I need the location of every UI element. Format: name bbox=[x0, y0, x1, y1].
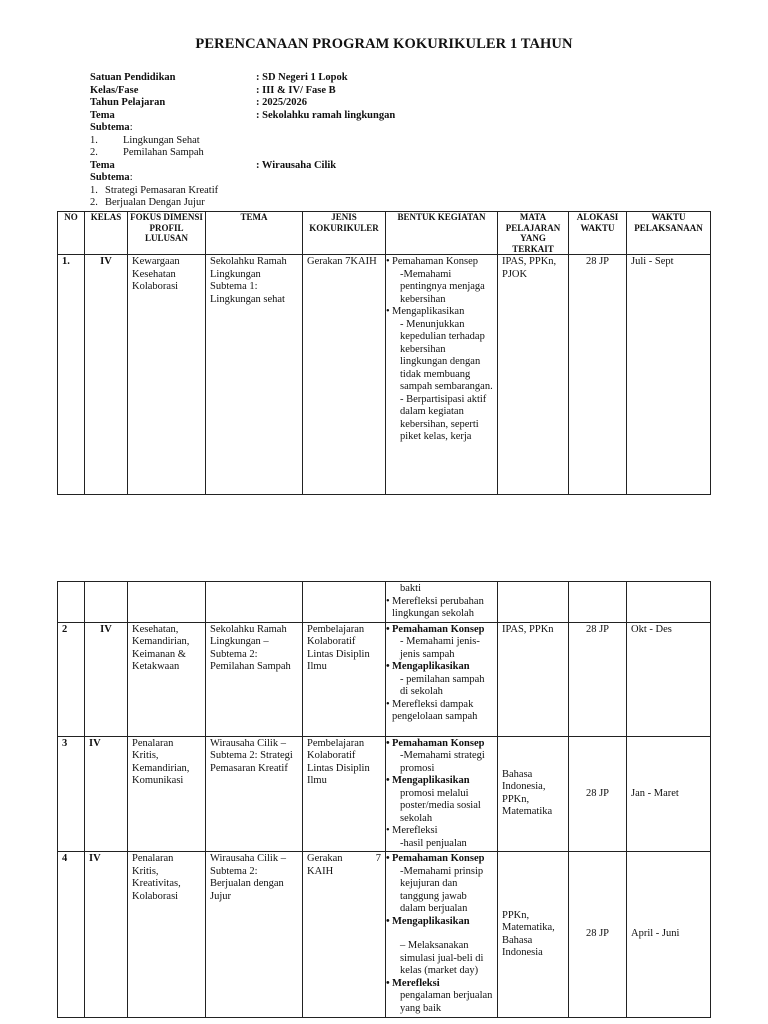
kegiatan-detail: -Memahami prinsip kejujuran dan tanggung jawab dalam berjualan bbox=[400, 865, 484, 914]
kegiatan-detail: -hasil penjualan bbox=[400, 837, 467, 849]
kegiatan-item: • Merefleksi perubahan lingkungan sekolah bbox=[387, 596, 493, 621]
subtema2-item: Strategi Pemasaran Kreatif bbox=[105, 184, 219, 196]
jenis-part: 7 bbox=[375, 853, 381, 864]
row-mapel: IPAS, PPKn, PJOK bbox=[498, 255, 569, 495]
row-fokus: Kesehatan, Kemandirian, Keimanan & Ketakwaan bbox=[128, 622, 206, 736]
row-alokasi: 28 JP bbox=[569, 736, 627, 852]
row-tema: Sekolahku Ramah Lingkungan Subtema 1: Lingkungan sehat bbox=[206, 255, 303, 495]
satuan-value: : SD Negeri 1 Lopok bbox=[256, 72, 348, 83]
row-mapel: IPAS, PPKn bbox=[498, 622, 569, 736]
row-fokus: Penalaran Kritis, Kreativitas, Kolaborasi bbox=[128, 852, 206, 1018]
subtema2-item: Berjualan Dengan Jujur bbox=[105, 197, 205, 208]
subtema2-label bbox=[90, 172, 133, 185]
row-waktu: Jan - Maret bbox=[627, 736, 711, 852]
kegiatan-item: • Pemahaman Konsep bbox=[387, 624, 493, 637]
row-kegiatan bbox=[386, 736, 498, 852]
program-info bbox=[90, 72, 690, 210]
document-title: PERENCANAAN PROGRAM KOKURIKULER 1 TAHUN bbox=[195, 36, 573, 52]
header-kelas: KELAS bbox=[85, 212, 128, 255]
header-bentuk: BENTUK KEGIATAN bbox=[386, 212, 498, 255]
row-tema: Sekolahku Ramah Lingkungan – Subtema 2: Pemilahan Sampah bbox=[206, 622, 303, 736]
header-fokus: FOKUS DIMENSI PROFIL LULUSAN bbox=[128, 212, 206, 255]
kegiatan-detail: - pemilahan sampah di sekolah bbox=[400, 673, 485, 697]
satuan-label: Satuan Pendidikan bbox=[90, 72, 176, 83]
table-row bbox=[58, 852, 711, 1018]
kelas-label: Kelas/Fase bbox=[90, 84, 139, 96]
list-number: 2. bbox=[90, 147, 98, 158]
row-no: 1. bbox=[58, 255, 85, 495]
kegiatan-detail: - Memahami jenis-jenis sampah bbox=[400, 636, 480, 660]
row-mapel: Bahasa Indonesia, PPKn, Matematika bbox=[498, 736, 569, 852]
tahun-label: Tahun Pelajaran bbox=[90, 97, 166, 108]
row-alokasi: 28 JP bbox=[569, 622, 627, 736]
row-mapel: PPKn, Matematika, Bahasa Indonesia bbox=[498, 852, 569, 1018]
list-number: 1. bbox=[90, 184, 98, 196]
row-kelas: IV bbox=[85, 852, 128, 1018]
row-kegiatan bbox=[386, 622, 498, 736]
kegiatan-detail: - Berpartisipasi aktif dalam kegiatan kebersihan, seperti piket kelas, kerja bbox=[400, 393, 487, 442]
header-waktu: WAKTU PELAKSANAAN bbox=[627, 212, 711, 255]
table-row bbox=[58, 736, 711, 852]
table-row bbox=[58, 622, 711, 736]
row-kegiatan bbox=[386, 852, 498, 1018]
jenis-part: KAIH bbox=[307, 865, 334, 877]
row-fokus: Kewargaan Kesehatan Kolaborasi bbox=[128, 255, 206, 495]
kegiatan-detail: promosi melalui poster/media sosial sekolah bbox=[400, 787, 481, 824]
kegiatan-item: • Mengaplikasikan bbox=[387, 306, 493, 319]
row-kegiatan bbox=[386, 582, 498, 623]
table-header-row bbox=[58, 212, 711, 255]
row-jenis: Gerakan 7KAIH bbox=[303, 255, 386, 495]
header-mapel: MATA PELAJARAN YANG TERKAIT bbox=[498, 212, 569, 255]
subtema1-item: Lingkungan Sehat bbox=[123, 134, 200, 146]
tema1-label: Tema bbox=[90, 109, 115, 121]
subtema2-label-text: Subtema bbox=[90, 172, 130, 183]
kegiatan-item: • Pemahaman Konsep bbox=[387, 853, 493, 866]
kegiatan-item: • Pemahaman Konsep bbox=[387, 738, 493, 751]
row-jenis bbox=[303, 852, 386, 1018]
row-alokasi: 28 JP bbox=[569, 255, 627, 495]
kegiatan-item: • Merefleksi bbox=[387, 978, 493, 991]
kegiatan-item: • Mengaplikasikan bbox=[387, 775, 493, 788]
kegiatan-item: • Pemahaman Konsep bbox=[387, 256, 493, 269]
subtema1-item: Pemilahan Sampah bbox=[123, 147, 204, 158]
subtema1-label bbox=[90, 122, 133, 135]
tahun-value: : 2025/2026 bbox=[256, 97, 308, 108]
header-no: NO bbox=[58, 212, 85, 255]
row-jenis: Pembelajaran Kolaboratif Lintas Disiplin Ilmu bbox=[303, 622, 386, 736]
list-number: 1. bbox=[90, 134, 98, 146]
row-kelas: IV bbox=[85, 622, 128, 736]
subtema2-colon: : bbox=[129, 172, 133, 183]
row-kelas: IV bbox=[85, 255, 128, 495]
jenis-part: Gerakan bbox=[307, 853, 343, 864]
kegiatan-detail: - Menunjukkan kepedulian terhadap kebersihan lingkungan dengan tidak membuang sampah sembarangan. bbox=[400, 318, 493, 392]
subtema1-colon: : bbox=[129, 122, 133, 133]
row-alokasi: 28 JP bbox=[569, 852, 627, 1018]
row-no: 2 bbox=[58, 622, 85, 736]
row-fokus: Penalaran Kritis, Kemandirian, Komunikasi bbox=[128, 736, 206, 852]
row-waktu: April - Juni bbox=[627, 852, 711, 1018]
header-tema: TEMA bbox=[206, 212, 303, 255]
tema2-value: : Wirausaha Cilik bbox=[256, 159, 337, 171]
subtema1-label-text: Subtema bbox=[90, 122, 130, 133]
tema1-value: : Sekolahku ramah lingkungan bbox=[256, 109, 396, 121]
row-waktu: Juli - Sept bbox=[627, 255, 711, 495]
row-kelas: IV bbox=[85, 736, 128, 852]
kegiatan-detail: pengalaman berjualan yang baik bbox=[400, 990, 493, 1014]
program-table-page-2 bbox=[57, 581, 711, 1018]
row-tema: Wirausaha Cilik – Subtema 2: Berjualan dengan Jujur bbox=[206, 852, 303, 1018]
list-number: 2. bbox=[90, 197, 98, 208]
kegiatan-detail: bakti bbox=[400, 583, 421, 594]
tema2-label: Tema bbox=[90, 159, 115, 171]
kegiatan-detail: – Melaksanakan simulasi jual-beli di kelas (market day) bbox=[400, 940, 484, 976]
row-waktu: Okt - Des bbox=[627, 622, 711, 736]
header-alokasi: ALOKASI WAKTU bbox=[569, 212, 627, 255]
row-no: 4 bbox=[58, 852, 85, 1018]
program-table-page-1 bbox=[57, 211, 711, 495]
header-jenis: JENIS KOKURIKULER bbox=[303, 212, 386, 255]
kegiatan-item: • Mengaplikasikan bbox=[387, 661, 493, 674]
table-row bbox=[58, 255, 711, 495]
row-no: 3 bbox=[58, 736, 85, 852]
row-jenis: Pembelajaran Kolaboratif Lintas Disiplin Ilmu bbox=[303, 736, 386, 852]
kegiatan-detail: -Memahami strategi promosi bbox=[400, 750, 485, 774]
kelas-value: : III & IV/ Fase B bbox=[256, 84, 336, 96]
kegiatan-item: • Mengaplikasikan bbox=[387, 916, 493, 929]
row-tema: Wirausaha Cilik – Subtema 2: Strategi Pemasaran Kreatif bbox=[206, 736, 303, 852]
kegiatan-item: • Merefleksi bbox=[387, 825, 493, 838]
jenis-line bbox=[307, 853, 381, 866]
kegiatan-detail: -Memahami pentingnya menjaga kebersihan bbox=[400, 268, 485, 305]
table-row-continued bbox=[58, 582, 711, 623]
row-kegiatan bbox=[386, 255, 498, 495]
kegiatan-item: • Merefleksi dampak pengelolaan sampah bbox=[387, 699, 493, 724]
